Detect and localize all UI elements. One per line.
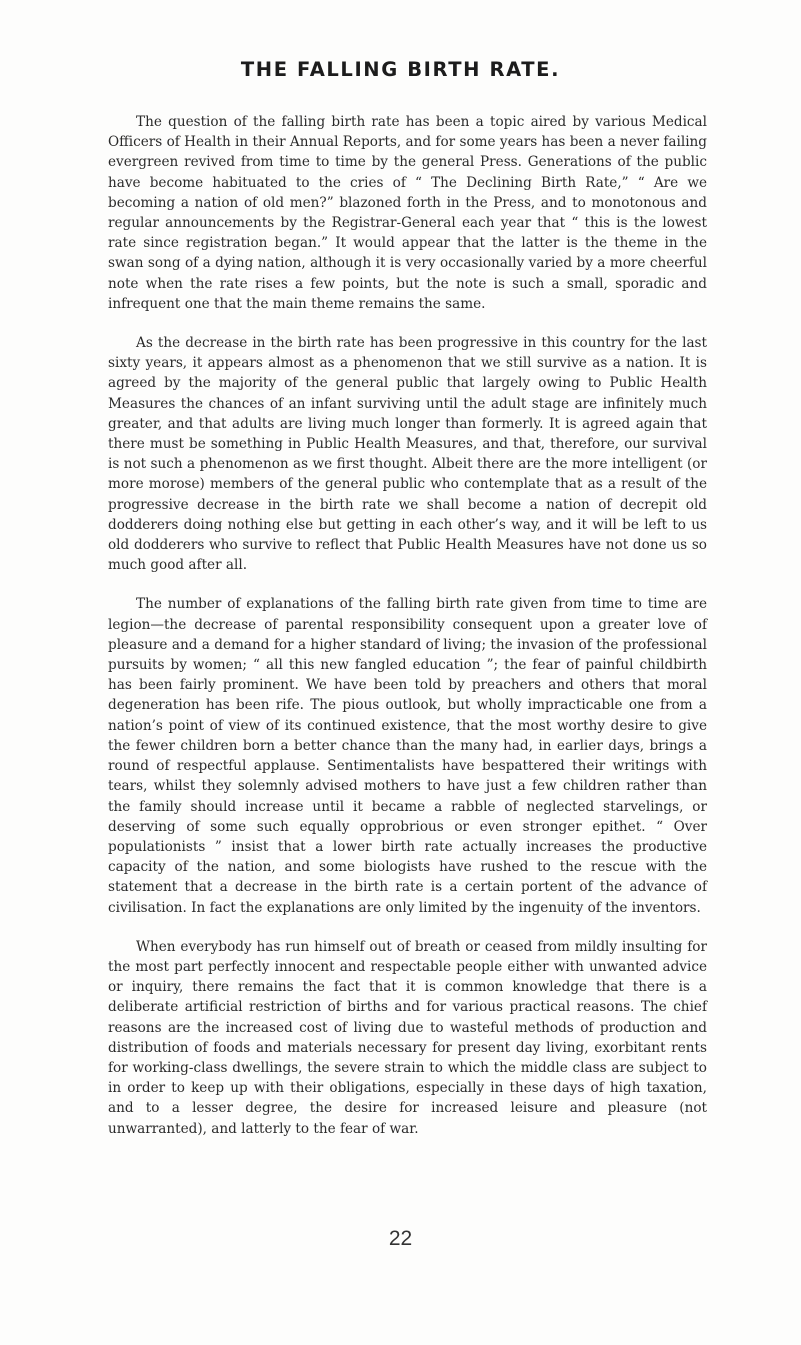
paragraph-1: The question of the falling birth rate has been a topic aired by various Medical Officers of Health in their Annual Reports, and for some years has been a never failing evergreen revived from time to time by the general Press. Generations of the public have become habituated to the cries of “ The Declining Birth Rate,” “ Are we becoming a nation of old men?” blazoned forth in the Press, and to monotonous and regular announcements by the Registrar-General each year that “ this is the lowest rate since registration began.” It would appear that the latter is the theme in the swan song of a dying nation, although it is very occasionally varied by a more cheerful note when the rate rises a few points, but the note is such a small, sporadic and infrequent one that the main theme remains the same.	[108, 114, 707, 312]
page-number: 22	[388, 1227, 413, 1250]
page-title: THE FALLING BIRTH RATE.	[240, 58, 561, 81]
paragraph-3: The number of explanations of the falling birth rate given from time to time are legion—the decrease of parental responsibility consequent upon a greater love of pleasure and a demand for a higher standard of living; the invasion of the professional pursuits by women; “ all this new fangled education ”; the fear of painful childbirth has been fairly prominent. We have been told by preachers and others that moral degeneration has been rife. The pious outlook, but wholly impracticable one from a nation’s point of view of its continued existence, that the most worthy desire to give the fewer children born a better chance than the many had, in earlier days, brings a round of respectful applause. Sentimentalists have bespattered their writings with tears, whilst they solemnly advised mothers to have just a few children rather than the family should increase until it became a rabble of neglected starvelings, or deserving of some such equally opprobrious or even stronger epithet. “ Over populationists ” insist that a lower birth rate actually increases the productive capacity of the nation, and some biologists have rushed to the rescue with the statement that a decrease in the birth rate is a certain portent of the advance of civilisation. In fact the explanations are only limited by the ingenuity of the inventors.	[108, 596, 707, 916]
paragraph-4: When everybody has run himself out of breath or ceased from mildly insulting for the most part perfectly innocent and respectable people either with unwanted advice or inquiry, there remains the fact that it is common knowledge that there is a deliberate artificial restriction of births and for various practical reasons. The chief reasons are the increased cost of living due to wasteful methods of production and distribution of foods and materials necessary for present day living, exorbitant rents for working-class dwellings, the severe strain to which the middle class are subject to in order to keep up with their obligations, especially in these days of high taxation, and to a lesser degree, the desire for increased leisure and pleasure (not unwarranted), and latterly to the fear of war.	[108, 938, 707, 1137]
paragraph-2: As the decrease in the birth rate has been progressive in this country for the last sixty years, it appears almost as a phenomenon that we still survive as a nation. It is agreed by the majority of the general public that largely owing to Public Health Measures the chances of an infant surviving until the adult stage are infinitely much greater, and that adults are living much longer than formerly. It is agreed again that there must be something in Public Health Measures, and that, therefore, our survival is not such a phenomenon as we first thought. Albeit there are the more intelligent (or more morose) members of the general public who contemplate that as a result of the progressive decrease in the birth rate we shall become a nation of decrepit old dodderers doing nothing else but getting in each other’s way, and it will be left to us old dodderers who survive to reflect that Public Health Measures have not done us so much good after all.	[108, 335, 707, 574]
article-body	[108, 112, 707, 1158]
